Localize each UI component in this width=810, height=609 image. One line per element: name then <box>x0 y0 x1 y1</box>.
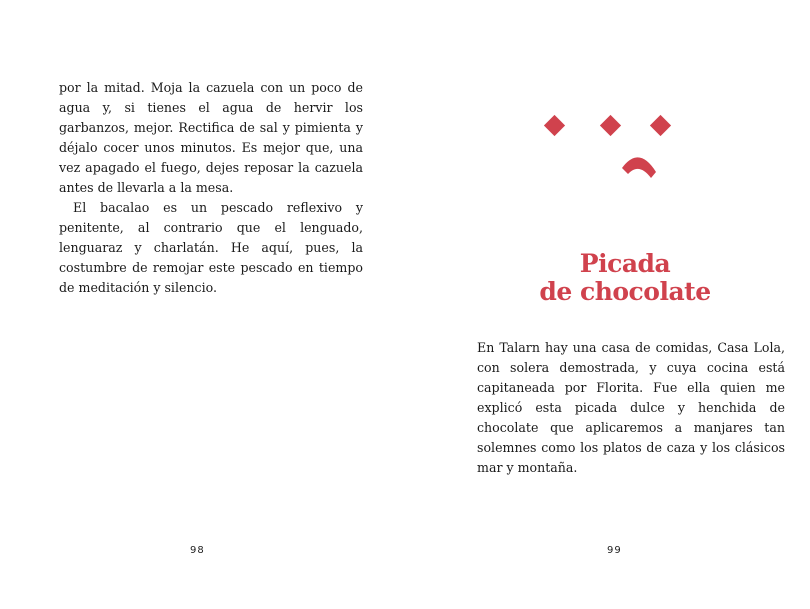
right-page-text <box>477 338 785 478</box>
frown-mouth-icon <box>622 157 656 178</box>
left-paragraph-1: por la mitad. Moja la cazuela con un poco de agua y, si tienes el agua de hervir los garbanzos, mejor. Rectifica de sal y pimienta y déjalo cocer unos minutos. Es mejor que, una vez apagado el fuego, dejes reposar la cazuela antes de llevarla a la mesa. <box>59 80 363 195</box>
recipe-title-line-1: Picada <box>579 249 671 278</box>
right-page <box>405 0 810 609</box>
right-page-number: 99 <box>607 545 622 556</box>
left-paragraph-2: El bacalao es un pescado reflexivo y penitente, al contrario que el lenguado, lenguaraz y charlatán. He aquí, pues, la costumbre de remojar este pescado en tiempo de meditación y silencio. <box>59 200 363 295</box>
recipe-title <box>475 250 775 306</box>
recipe-title-line-2: de chocolate <box>539 277 711 306</box>
diamond-eye-left-icon <box>544 115 565 136</box>
diamond-eye-right-icon <box>600 115 621 136</box>
right-paragraph: En Talarn hay una casa de comidas, Casa Lola, con solera demostrada, y cuya cocina está capitaneada por Florita. Fue ella quien me explicó esta picada dulce y henchida de chocolate que aplicaremos a manjares tan solemnes como los platos de caza y los clásicos mar y montaña. <box>477 340 785 475</box>
left-page-number: 98 <box>190 545 205 556</box>
diamond-right-icon <box>650 115 671 136</box>
sad-face-icon <box>543 112 679 196</box>
left-page-text <box>59 78 363 298</box>
